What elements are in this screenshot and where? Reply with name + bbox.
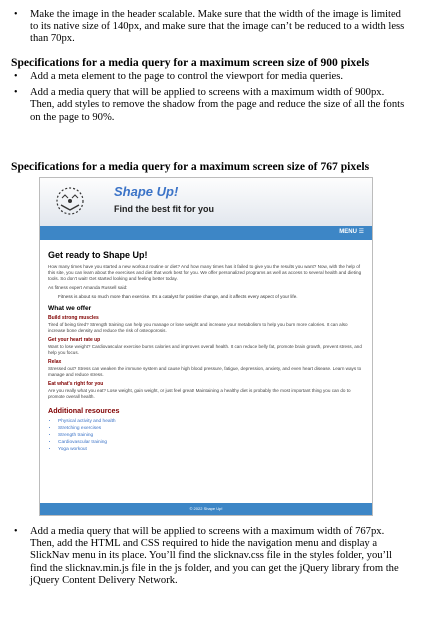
resource-link[interactable]: • Strength training — [58, 432, 364, 439]
resources-list — [48, 418, 364, 453]
offer-title: Get your heart rate up — [48, 337, 101, 343]
bottom-bullet-list — [0, 526, 425, 587]
shape-up-logo-icon — [52, 184, 88, 218]
resource-link[interactable]: • Yoga workout — [58, 446, 364, 453]
expert-quote: Fitness is about so much more than exercise. It's a catalyst for positive change, and it affects every aspect of your life. — [58, 294, 298, 299]
site-nav-bar — [40, 226, 372, 240]
offer-text: Stressed out? Stress can weaken the immune system and cause high blood pressure, fatigue, depression, anxiety, and even heart disease. Learn ways to manage and reduce stress. — [48, 366, 362, 377]
bullet-meta-viewport: • Add a meta element to the page to control the viewport for media queries. — [0, 71, 425, 83]
resource-link[interactable]: • Cardiovascular training — [58, 439, 364, 446]
offer-title: Build strong muscles — [48, 315, 99, 321]
expert-line: As fitness expert Amanda Russell said: — [48, 285, 128, 290]
site-tagline: Find the best fit for you — [114, 204, 214, 214]
website-screenshot — [39, 177, 373, 516]
offer-text: Are you really what you eat? Lose weight, gain weight, or just feel great! Maintaining a healthy diet is probably the most important thing you can do to promote overall health. — [48, 388, 351, 399]
heading-767: Specifications for a media query for a maximum screen size of 767 pixels — [11, 160, 370, 173]
offer-title: Relax — [48, 359, 62, 365]
resources-section — [48, 406, 364, 453]
top-bullet-list — [0, 9, 425, 46]
bullet-media-900: • Add a media query that will be applied to screens with a maximum width of 900px. Then, add styles to remove the shadow from the page and reduce the size of all the fonts on the page to 90%. — [0, 87, 425, 124]
resource-link[interactable]: • Physical activity and health — [58, 418, 364, 425]
heading-900: Specifications for a media query for a maximum screen size of 900 pixels — [11, 56, 370, 69]
offer-title: Eat what's right for you — [48, 381, 104, 387]
offer-heading: What we offer — [48, 305, 92, 312]
bullet-list-900 — [0, 71, 425, 124]
intro-paragraph: How many times have you started a new workout routine or diet? And how many times has it failed to give you the results you want? Now, with the help of this site, you can learn about the exercises and diet that work best for you. We offer personalized programs as well as access to several health and dieting tools. So don't wait! Get started looking and feeling better today. — [48, 264, 362, 281]
offer-text: Want to lose weight? Cardiovascular exercise burns calories and improves overall health. It can reduce belly fat, promote brain growth, prevent stress, and help you focus. — [48, 344, 362, 355]
bullet-media-767: • Add a media query that will be applied to screens with a maximum width of 767px. Then, add the HTML and CSS required to hide the navigation menu and display a SlickNav menu in its place. You’ll find the slicknav.css file in the styles folder, you’ll find the slicknav.min.js file in the js folder, and you can get the jQuery library from the jQuery Content Delivery Network. — [0, 526, 425, 587]
menu-button[interactable]: MENU ☰ — [339, 229, 364, 235]
site-header — [40, 178, 372, 226]
site-title: Shape Up! — [114, 184, 179, 199]
main-heading: Get ready to Shape Up! — [48, 250, 148, 260]
site-main — [40, 240, 372, 453]
resource-link[interactable]: • Stretching exercises — [58, 425, 364, 432]
bullet-scalable-image: • Make the image in the header scalable. Make sure that the width of the image is limited to its native size of 140px, and make sure that the image can’t be reduced to a width less than 70px. — [0, 9, 425, 46]
resources-heading: Additional resources — [48, 406, 120, 415]
site-footer: © 2022 Shape Up! — [40, 503, 372, 515]
offer-text: Tired of being tired? Strength training can help you manage or lose weight and increase your metabolism to help you burn more calories. It can also increase bone density and reduce the risk of osteoporosis. — [48, 322, 348, 333]
